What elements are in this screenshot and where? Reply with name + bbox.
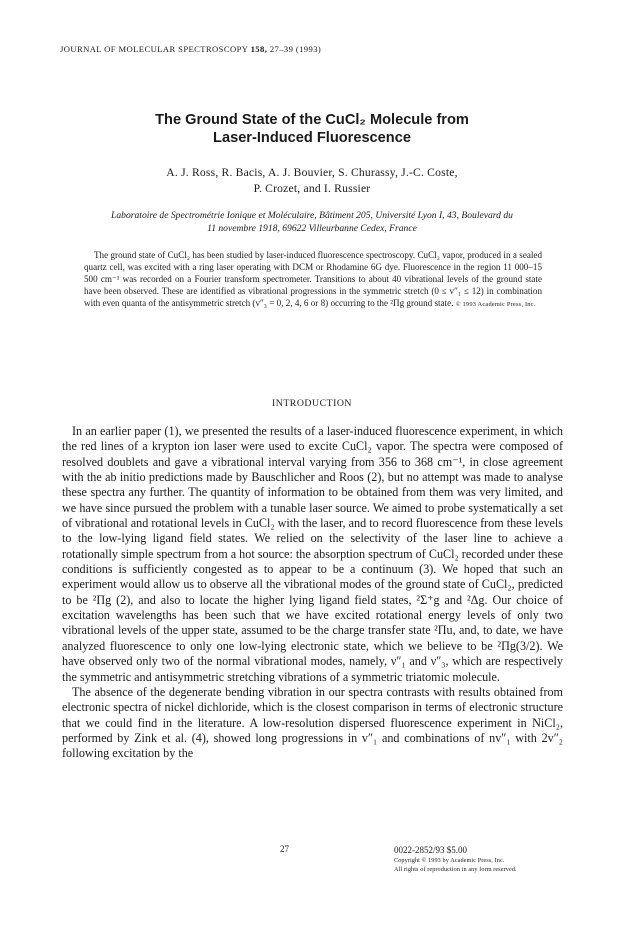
- footer-price-code: 0022-2852/93 $5.00: [394, 845, 467, 855]
- journal-name: JOURNAL OF MOLECULAR SPECTROSCOPY: [60, 44, 249, 54]
- authors-line-2: P. Crozet, and I. Russier: [253, 182, 371, 195]
- affiliation-line-1: Laboratoire de Spectrométrie Ionique et Moléculaire, Bâtiment 205, Université Lyon I, 43, Boulevard du: [111, 210, 513, 221]
- affiliation-line-2: 11 novembre 1918, 69622 Villeurbanne Cedex, France: [207, 222, 417, 234]
- running-head: [60, 44, 321, 54]
- journal-volume: 158,: [250, 44, 268, 54]
- body-paragraph-2: The absence of the degenerate bending vibration in our spectra contrasts with results obtained from electronic spectra of nickel dichloride, which is the closest comparison in terms of electronic structure that we could find in the literature. A low-resolution dispersed fluorescence experiment in NiCl₂, performed by Zink et al. (4), showed long progressions in v″₁ and combinations of nv″₁ with 2v″₂ following excitation by the: [62, 684, 563, 761]
- abstract-copyright: © 1993 Academic Press, Inc.: [455, 301, 536, 309]
- affiliation: [58, 210, 566, 235]
- section-heading-introduction: INTRODUCTION: [271, 398, 352, 409]
- abstract-text: The ground state of CuCl₂ has been studied by laser-induced fluorescence spectroscopy. CuCl₂ vapor, produced in a sealed quartz cell, was excited with a ring laser operating with DCM or Rhodamine 6G dye. Fluorescence in the region 11 000–15 500 cm⁻¹ was recorded on a Fourier transform spectrometer. Transitions to about 40 vibrational levels of the ground state have been observed. These are identified as vibrational progressions in the symmetric stretch (0 ≤ v″₁ ≤ 12) in combination with even quanta of the antisymmetric stretch (v″₃ = 0, 2, 4, 6 or 8) occurring to the ²Πg ground state.: [84, 250, 542, 309]
- title-line-1: The Ground State of the CuCl₂ Molecule from: [155, 112, 469, 128]
- authors-line-1: A. J. Ross, R. Bacis, A. J. Bouvier, S. Churassy, J.-C. Coste,: [166, 166, 458, 179]
- abstract: [84, 249, 542, 311]
- footer-copyright: Copyright © 1993 by Academic Press, Inc.: [394, 857, 505, 864]
- body-text: [62, 424, 563, 762]
- footer-rights: All rights of reproduction in any form reserved.: [394, 866, 517, 873]
- author-list: [40, 165, 584, 197]
- page-number: 27: [280, 844, 289, 854]
- title-line-2: Laser-Induced Fluorescence: [213, 130, 411, 146]
- footer-publisher-block: [394, 844, 517, 874]
- abstract-paragraph: [84, 249, 542, 311]
- journal-pages-year: 27–39 (1993): [269, 44, 322, 54]
- article-title: [40, 111, 584, 147]
- body-paragraph-1: In an earlier paper (1), we presented the results of a laser-induced fluorescence experiment, in which the red lines of a krypton ion laser were used to excite CuCl₂ vapor. The spectra were composed of resolved doublets and gave a vibrational interval varying from 356 to 368 cm⁻¹, in close agreement with the ab initio predictions made by Bauschlicher and Roos (2), but no attempt was made to analyse these spectra any further. The quantity of information to be obtained from them was very limited, and we have since pursued the problem with a tunable laser source. We aimed to probe systematically a set of vibrational and rotational levels in CuCl₂ with the laser, and to record fluorescence from these levels to the low-lying ligand field states. We relied on the selectivity of the laser line to achieve a rotationally simple spectrum from a hot source: the absorption spectrum of CuCl₂ recorded under these conditions is sufficiently congested as to appear to be a continuum (3). We hoped that such an experiment would allow us to observe all the vibrational modes of the ground state of CuCl₂, predicted to be ²Πg (2), and also to locate the higher lying ligand field states, ²Σ⁺g and ²Δg. Our choice of excitation wavelengths has been such that we have excited rotational energy levels of only two vibrational levels of the upper state, assumed to be the charge transfer state ²Πu, and, to date, we have analyzed fluorescence to only one low-lying electronic state, which we believe to be ²Πg(3/2). We have observed only two of the normal vibrational modes, namely, ν″₁ and ν″₃, which are respectively the symmetric and antisymmetric stretching vibrations of a symmetric triatomic molecule.: [62, 424, 564, 684]
